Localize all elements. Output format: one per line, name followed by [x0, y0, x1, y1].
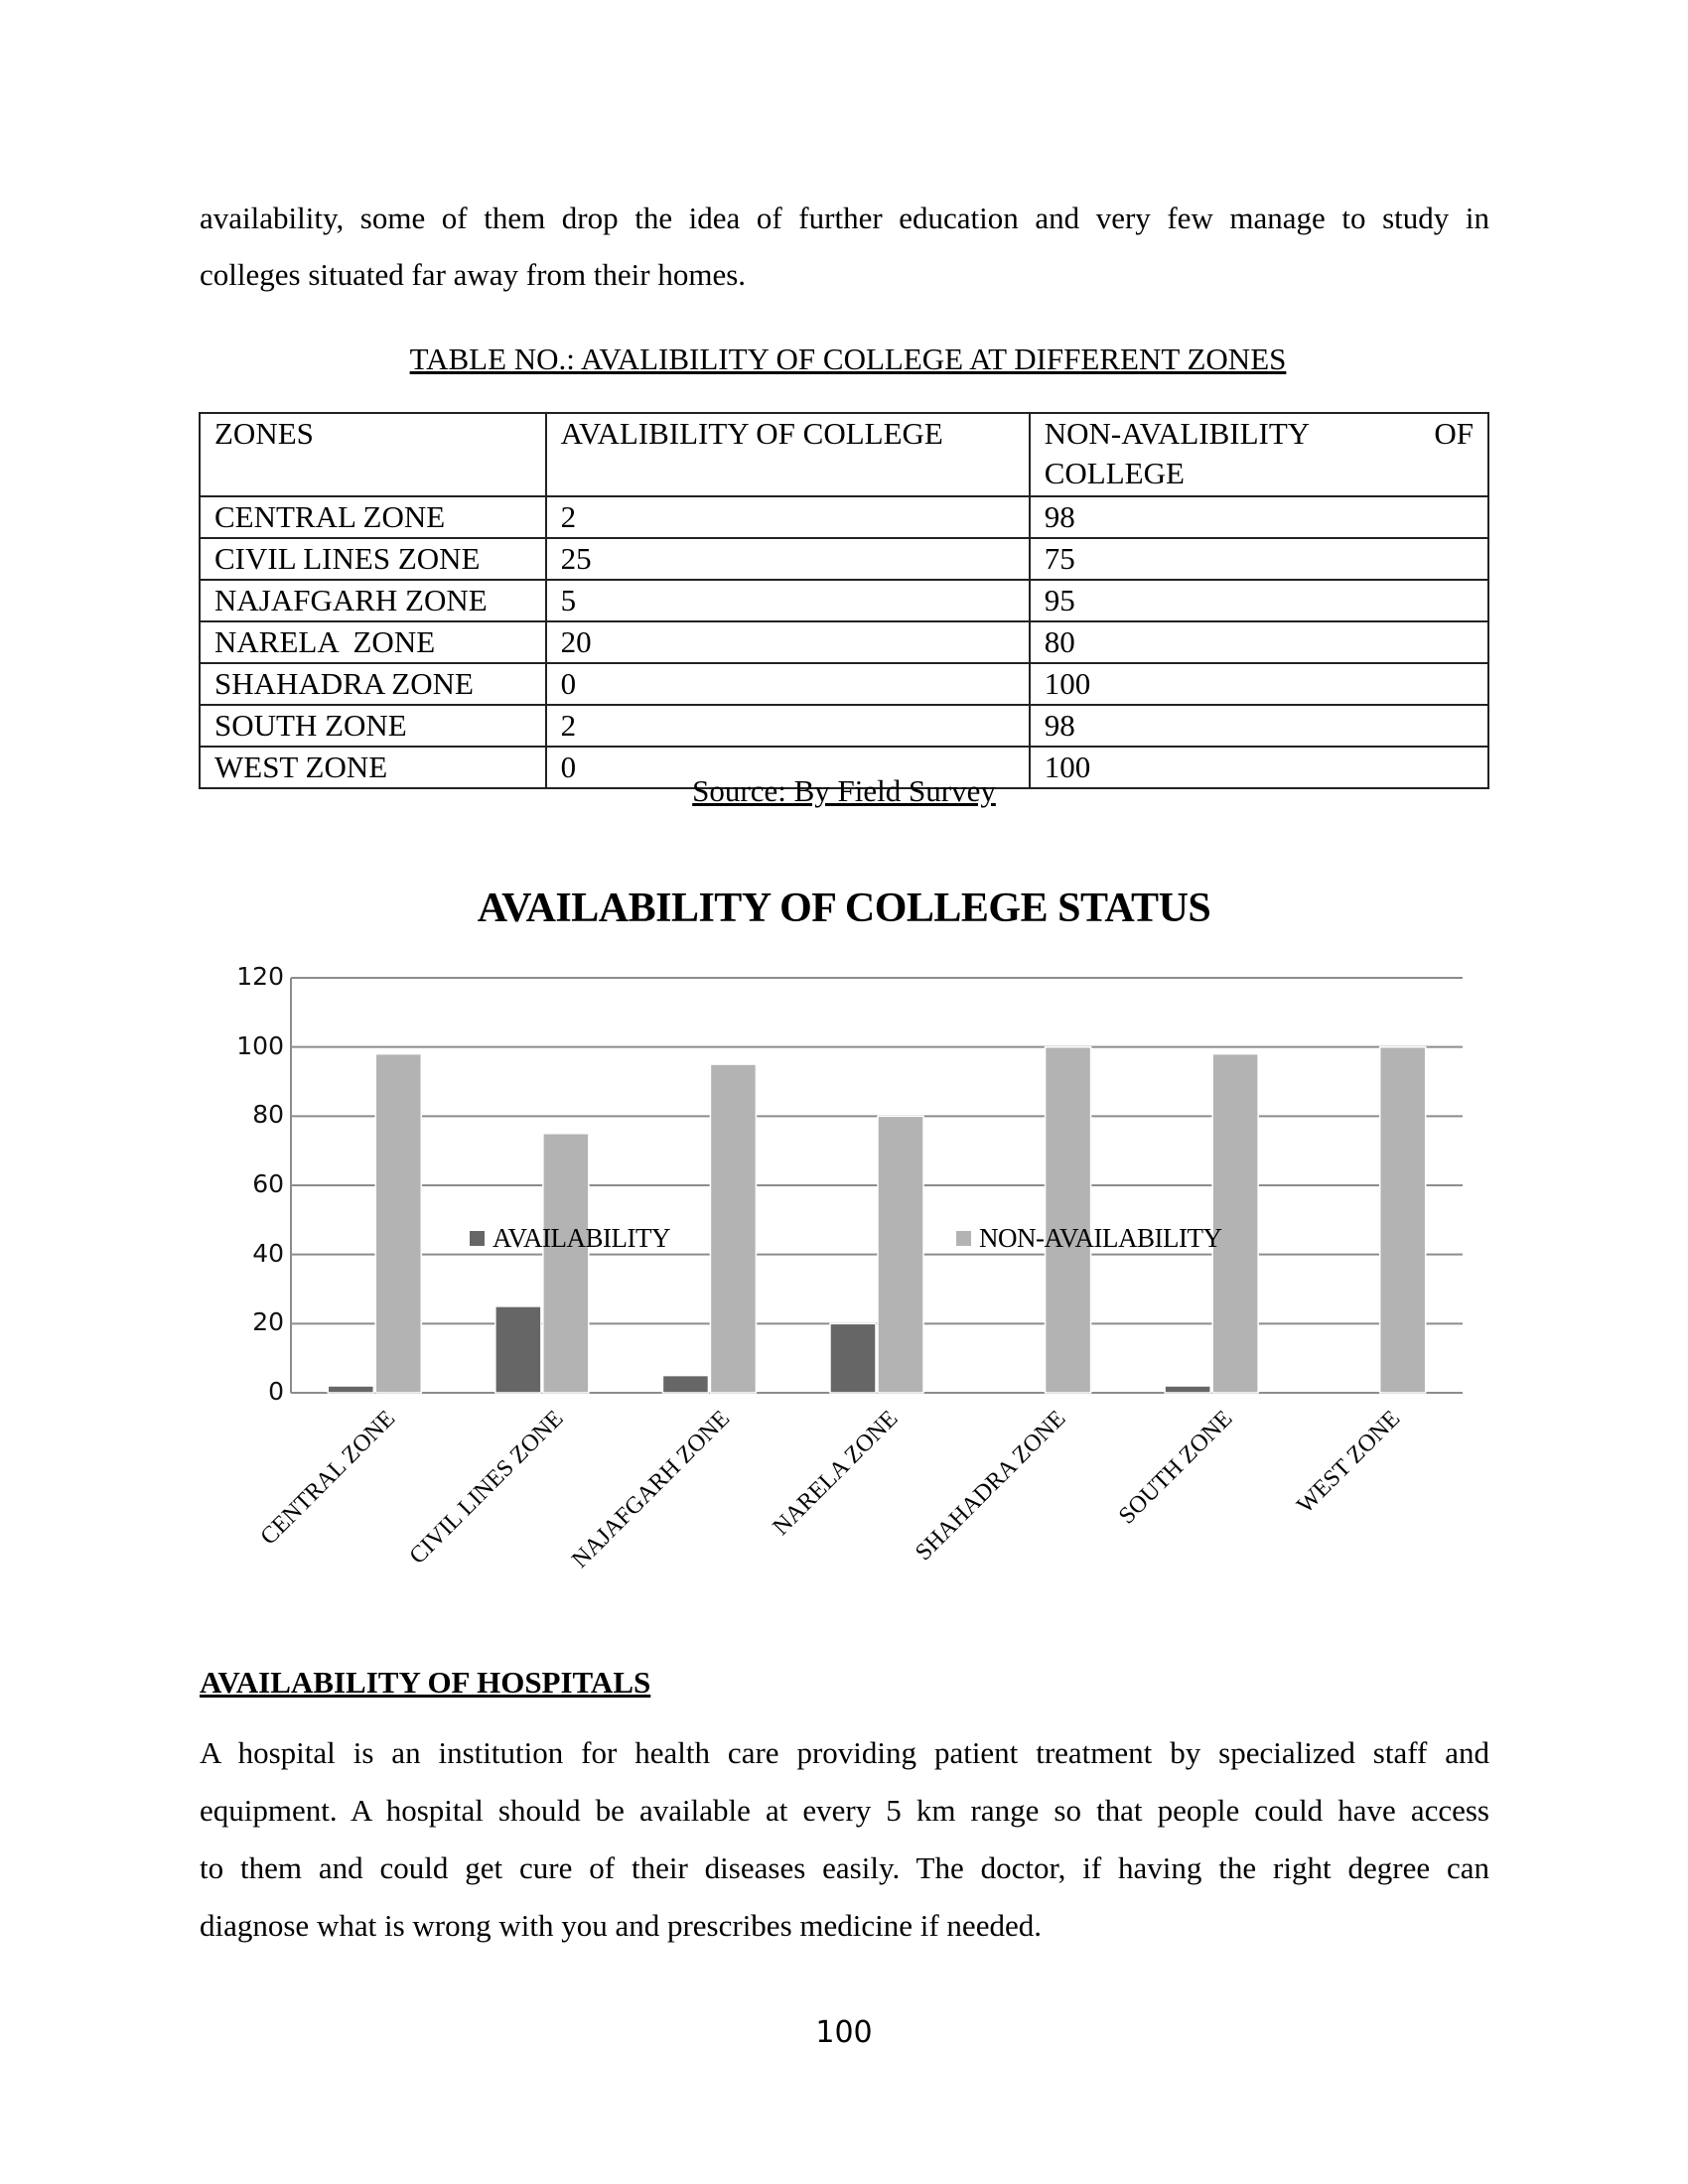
bar-availability	[328, 1386, 373, 1393]
cell-availability: 2	[546, 496, 1030, 538]
intro-line-1: availability, some of them drop the idea of further education and very few manage to study in	[200, 201, 1489, 235]
x-tick-label: WEST ZONE	[1292, 1406, 1405, 1519]
bar-availability	[495, 1306, 541, 1393]
y-tick-label: 20	[252, 1307, 284, 1337]
cell-zone: SHAHADRA ZONE	[200, 663, 546, 705]
header-availability: AVALIBILITY OF COLLEGE	[546, 413, 1030, 496]
header-non-availability-part1: NON-AVALIBILITY	[1044, 416, 1311, 451]
x-tick-label: CIVIL LINES ZONE	[404, 1406, 569, 1570]
x-tick-label: CENTRAL ZONE	[255, 1406, 401, 1551]
y-tick-label: 100	[236, 1030, 284, 1060]
cell-availability: 0	[546, 663, 1030, 705]
header-non-availability-part3: COLLEGE	[1044, 456, 1185, 490]
bar-non-availability	[878, 1116, 923, 1393]
legend-availability	[470, 1223, 670, 1253]
x-tick-label: SOUTH ZONE	[1114, 1406, 1238, 1530]
y-tick-label: 40	[252, 1238, 284, 1268]
cell-zone: CENTRAL ZONE	[200, 496, 546, 538]
legend-swatch-icon	[956, 1231, 971, 1246]
bar-non-availability	[710, 1064, 756, 1393]
cell-availability: 20	[546, 621, 1030, 663]
cell-zone: NARELA ZONE	[200, 621, 546, 663]
y-tick-label: 0	[268, 1377, 284, 1406]
cell-zone: SOUTH ZONE	[200, 705, 546, 747]
x-tick-label: NARELA ZONE	[768, 1406, 904, 1541]
cell-availability: 25	[546, 538, 1030, 580]
chart-title: AVAILABILITY OF COLLEGE STATUS	[477, 886, 1211, 931]
header-zones: ZONES	[200, 413, 546, 496]
table-source: Source: By Field Survey	[692, 773, 996, 808]
cell-zone: NAJAFGARH ZONE	[200, 580, 546, 621]
legend-label: NON-AVAILABILITY	[979, 1223, 1222, 1253]
section-line-3: to them and could get cure of their diseases easily. The doctor, if having the right degree can	[200, 1850, 1489, 1885]
cell-non-availability: 80	[1030, 621, 1488, 663]
page-number: 100	[815, 2015, 873, 2050]
cell-non-availability: 75	[1030, 538, 1488, 580]
y-tick-label: 120	[236, 962, 284, 991]
cell-non-availability: 98	[1030, 496, 1488, 538]
cell-availability: 5	[546, 580, 1030, 621]
cell-zone: WEST ZONE	[200, 747, 546, 788]
bar-non-availability	[375, 1054, 421, 1393]
section-line-4: diagnose what is wrong with you and prescribes medicine if needed.	[200, 1908, 1042, 1943]
cell-non-availability: 100	[1030, 663, 1488, 705]
cell-non-availability: 98	[1030, 705, 1488, 747]
cell-availability: 2	[546, 705, 1030, 747]
section-heading: AVAILABILITY OF HOSPITALS	[200, 1665, 651, 1700]
table-title: TABLE NO.: AVALIBILITY OF COLLEGE AT DIFFERENT ZONES	[409, 341, 1287, 376]
header-non-availability-part2: OF	[1434, 416, 1474, 451]
section-line-1: A hospital is an institution for health care providing patient treatment by specialized staff and	[200, 1735, 1489, 1770]
x-tick-label: SHAHADRA ZONE	[910, 1406, 1070, 1567]
y-tick-label: 80	[252, 1100, 284, 1130]
bar-availability	[830, 1323, 876, 1393]
legend-swatch-icon	[470, 1231, 485, 1246]
cell-availability: 0	[546, 747, 1030, 788]
intro-line-2: colleges situated far away from their homes.	[200, 257, 747, 292]
cell-non-availability: 100	[1030, 747, 1488, 788]
bar-non-availability	[1046, 1047, 1091, 1393]
legend-non-availability	[956, 1223, 1221, 1253]
cell-zone: CIVIL LINES ZONE	[200, 538, 546, 580]
bar-availability	[662, 1376, 708, 1393]
cell-non-availability: 95	[1030, 580, 1488, 621]
section-line-2: equipment. A hospital should be available at every 5 km range so that people could have access	[200, 1793, 1489, 1828]
y-tick-label: 60	[252, 1169, 284, 1198]
bar-availability	[1165, 1386, 1210, 1393]
legend-label: AVAILABILITY	[492, 1223, 670, 1253]
bar-non-availability	[543, 1134, 589, 1393]
bar-non-availability	[1380, 1047, 1426, 1393]
x-tick-label: NAJAFGARH ZONE	[567, 1406, 736, 1573]
